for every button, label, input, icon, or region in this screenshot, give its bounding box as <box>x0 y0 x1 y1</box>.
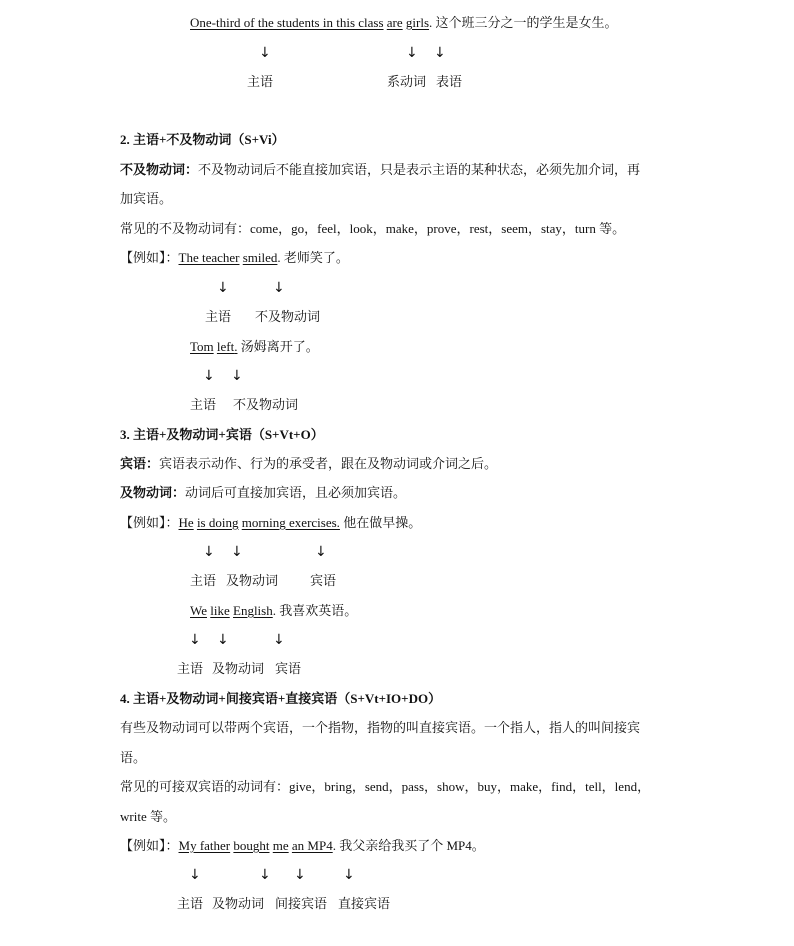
down-arrow-icon: ↓ <box>434 45 446 61</box>
label-subject: 主语 <box>190 573 217 588</box>
object-definition: 宾语：宾语表示动作、行为的承受者，跟在及物动词或介词之后。 <box>120 456 498 471</box>
label-indirect-object: 间接宾语 <box>275 896 328 911</box>
label-vt: 及物动词 <box>212 661 265 676</box>
common-verbs-cont: write 等。 <box>120 809 176 824</box>
definition-cont: 加宾语。 <box>120 191 173 206</box>
label-subject: 主语 <box>205 309 232 324</box>
label-predicative: 表语 <box>436 74 463 89</box>
down-arrow-icon: ↓ <box>259 867 271 883</box>
example-sentence: 【例如】：The teacher smiled. 老师笑了。 <box>120 250 349 265</box>
down-arrow-icon: ↓ <box>189 632 201 648</box>
down-arrow-icon: ↓ <box>217 632 229 648</box>
example-tag: 【例如】： <box>120 250 179 265</box>
linking-verb: are <box>386 15 403 30</box>
down-arrow-icon: ↓ <box>343 867 355 883</box>
down-arrow-icon: ↓ <box>273 280 285 296</box>
section-4-heading: 4. 主语+及物动词+间接宾语+直接宾语（S+Vt+IO+DO） <box>120 691 442 706</box>
label-vt: 及物动词 <box>226 573 279 588</box>
down-arrow-icon: ↓ <box>231 544 243 560</box>
label-object: 宾语 <box>310 573 337 588</box>
label-subject: 主语 <box>190 397 217 412</box>
label-vi: 不及物动词 <box>233 397 299 412</box>
section-2-heading: 2. 主语+不及物动词（S+Vi） <box>120 132 285 147</box>
paragraph: 有些及物动词可以带两个宾语，一个指物，指物的叫直接宾语。一个指人，指人的叫间接宾 <box>120 720 641 735</box>
down-arrow-icon: ↓ <box>231 368 243 384</box>
down-arrow-icon: ↓ <box>315 544 327 560</box>
down-arrow-icon: ↓ <box>203 544 215 560</box>
down-arrow-icon: ↓ <box>189 867 201 883</box>
down-arrow-icon: ↓ <box>406 45 418 61</box>
down-arrow-icon: ↓ <box>217 280 229 296</box>
definition: 不及物动词：不及物动词后不能直接加宾语，只是表示主语的某种状态，必须先加介词，再 <box>120 162 641 177</box>
label-direct-object: 直接宾语 <box>338 896 391 911</box>
down-arrow-icon: ↓ <box>259 45 271 61</box>
label-vi: 不及物动词 <box>255 309 321 324</box>
example-tag: 【例如】： <box>120 515 179 530</box>
vt-definition: 及物动词：动词后可直接加宾语，且必须加宾语。 <box>120 485 407 500</box>
down-arrow-icon: ↓ <box>294 867 306 883</box>
example-sentence: 【例如】：He is doing morning exercises. 他在做早操。 <box>120 515 422 530</box>
common-verbs: 常见的不及物动词有：come，go，feel，look，make，prove，rest，seem，stay，turn 等。 <box>120 221 626 236</box>
common-verbs: 常见的可接双宾语的动词有：give，bring，send，pass，show，buy，make，find，tell，lend， <box>120 779 651 794</box>
section-3-heading: 3. 主语+及物动词+宾语（S+Vt+O） <box>120 427 324 442</box>
predicative: girls <box>405 15 430 30</box>
label-object: 宾语 <box>275 661 302 676</box>
label-subject: 主语 <box>177 896 204 911</box>
down-arrow-icon: ↓ <box>273 632 285 648</box>
example-tag: 【例如】： <box>120 838 179 853</box>
label-subject: 主语 <box>247 74 274 89</box>
label-vt: 及物动词 <box>212 896 265 911</box>
label-linking-verb: 系动词 <box>387 74 427 89</box>
example-sentence: One-third of the students in this class are girls. 这个班三分之一的学生是女生。 <box>190 15 618 30</box>
translation: 这个班三分之一的学生是女生。 <box>435 15 618 30</box>
label-subject: 主语 <box>177 661 204 676</box>
paragraph-cont: 语。 <box>120 750 147 765</box>
example-sentence: We like English. 我喜欢英语。 <box>190 603 358 618</box>
down-arrow-icon: ↓ <box>203 368 215 384</box>
subject-phrase: One-third of the students in this class <box>190 15 384 30</box>
example-sentence: Tom left. 汤姆离开了。 <box>190 339 319 354</box>
example-sentence: 【例如】：My father bought me an MP4. 我父亲给我买了个 MP4。 <box>120 838 485 853</box>
